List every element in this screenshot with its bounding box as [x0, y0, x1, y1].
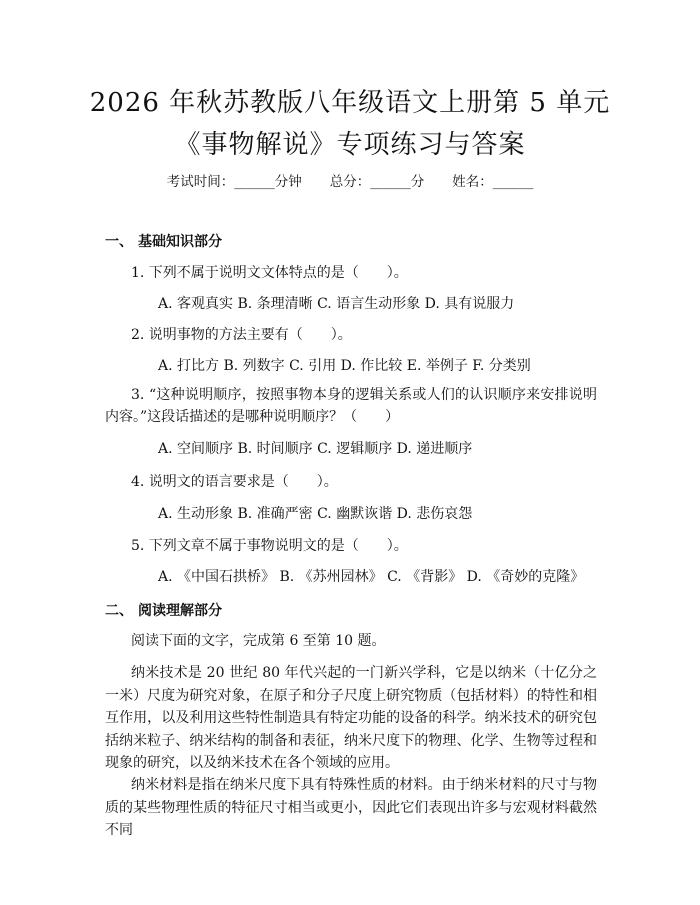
- question-3: 3. “这种说明顺序，按照事物本身的逻辑关系或人们的认识顺序来安排说明内容。”这段话描述的是哪种说明顺序？（ ）: [105, 387, 597, 425]
- student-name-field: 姓名：______: [452, 174, 534, 190]
- section-heading-reading: [105, 600, 222, 620]
- question-3-options: A. 空间顺序 B. 时间顺序 C. 逻辑顺序 D. 递进顺序: [158, 441, 473, 457]
- question-5-options: A. 《中国石拱桥》 B. 《苏州园林》 C. 《背影》 D. 《奇妙的克隆》: [158, 569, 585, 585]
- total-score-field: 总分：______分: [329, 174, 425, 190]
- reading-paragraph-1: 纳米技术是 20 世纪 80 年代兴起的一门新兴学科，它是以纳米（十亿分之一米）尺度为研究对象，在原子和分子尺度上研究物质（包括材料）的特性和相互作用，以及利用这些特性制造具有特定功能的设备的科学。纳米技术的研究包括纳米粒子、纳米结构的制备和表征，纳米尺度下的物理、化学、生物等过程和现象的研究，以及纳米技术在各个领域的应用。: [105, 665, 597, 771]
- section-heading-basic-knowledge: [105, 231, 222, 251]
- question-4-options: A. 生动形象 B. 准确严密 C. 幽默诙谐 D. 悲伤哀怨: [158, 506, 473, 522]
- question-2: 2. 说明事物的方法主要有（ ）。: [131, 327, 352, 343]
- reading-paragraph-2: 纳米材料是指在纳米尺度下具有特殊性质的材料。由于纳米材料的尺寸与物质的某些物理性质的特征尺寸相当或更小，因此它们表现出许多与宏观材料截然不同: [105, 777, 597, 838]
- question-4: 4. 说明文的语言要求是（ ）。: [131, 474, 338, 490]
- question-5: 5. 下列文章不属于事物说明文的是（ ）。: [131, 538, 408, 554]
- section-title: 阅读理解部分: [138, 603, 222, 619]
- section-number: 一、: [105, 234, 133, 250]
- section-title: 基础知识部分: [138, 234, 222, 250]
- question-2-options: A. 打比方 B. 列数字 C. 引用 D. 作比较 E. 举例子 F. 分类别: [158, 358, 531, 374]
- exam-time-field: 考试时间：______分钟: [166, 174, 302, 190]
- document-title-line-2: 《事物解说》专项练习与答案: [174, 130, 526, 160]
- document-title-line-1: 2026 年秋苏教版八年级语文上册第 5 单元: [89, 88, 611, 118]
- question-1: 1. 下列不属于说明文文体特点的是（ ）。: [131, 265, 408, 281]
- section-number: 二、: [105, 603, 133, 619]
- question-1-options: A. 客观真实 B. 条理清晰 C. 语言生动形象 D. 具有说服力: [158, 296, 515, 312]
- reading-instructions: 阅读下面的文字，完成第 6 至第 10 题。: [131, 633, 386, 649]
- exam-meta-row: [0, 170, 700, 190]
